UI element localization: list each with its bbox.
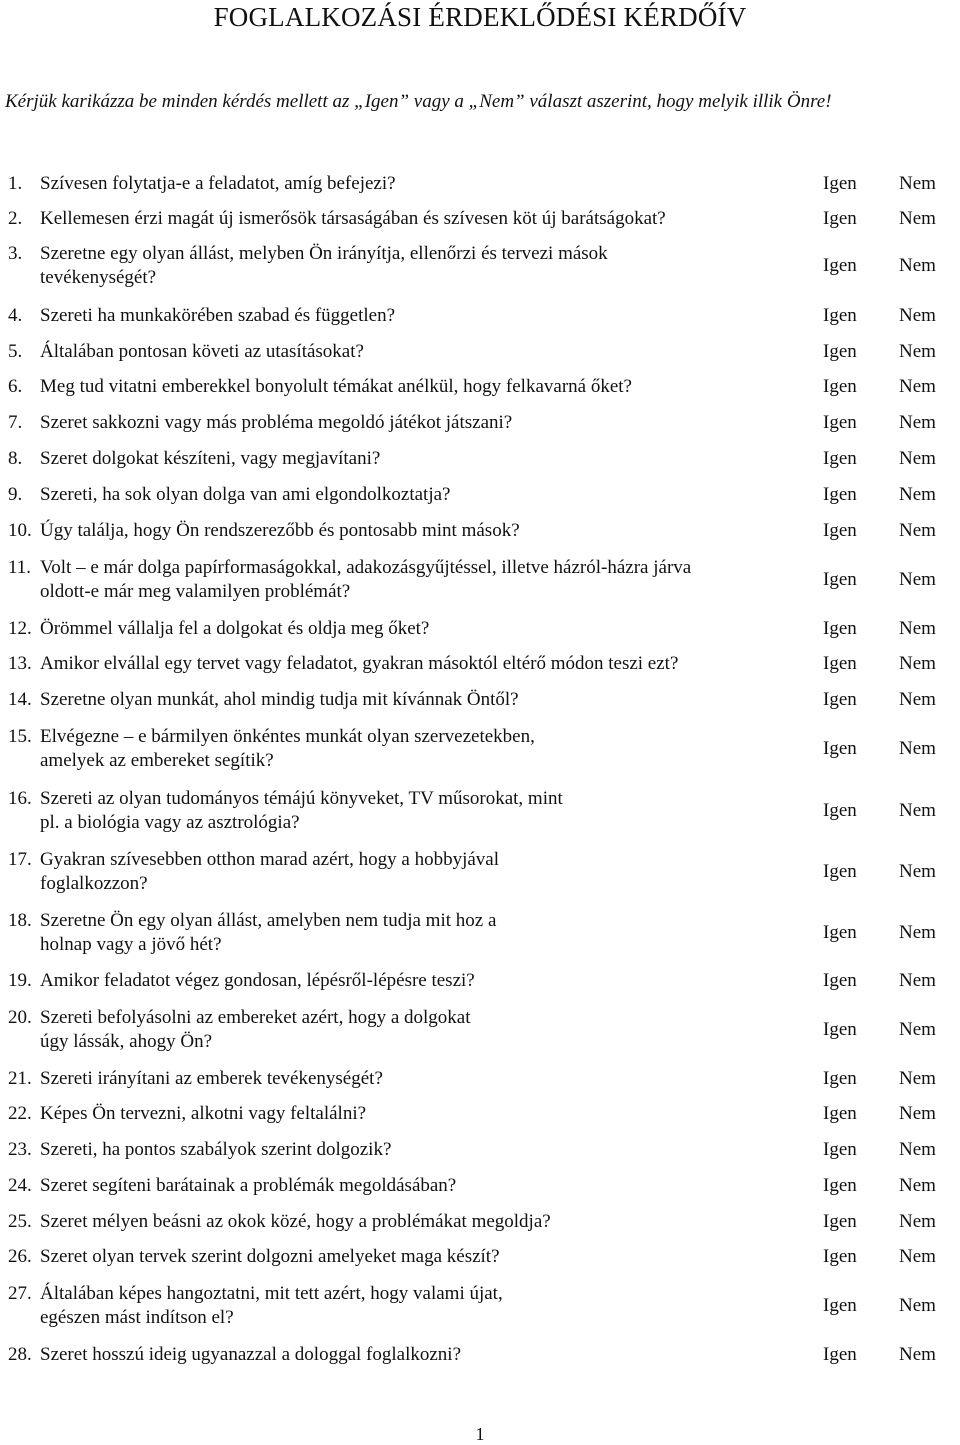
answer-yes[interactable]: Igen	[823, 1344, 857, 1365]
question-text: Szeret hosszú ideig ugyanazzal a dologgal foglalkozni?	[40, 1344, 462, 1365]
question-number: 8.	[8, 448, 23, 469]
answer-yes[interactable]: Igen	[823, 1175, 857, 1196]
answer-no[interactable]: Nem	[899, 376, 936, 397]
question-number: 9.	[8, 484, 23, 505]
question-number: 1.	[8, 173, 23, 194]
page-title: FOGLALKOZÁSI ÉRDEKLŐDÉSI KÉRDŐÍV	[213, 2, 747, 32]
answer-yes[interactable]: Igen	[823, 738, 857, 759]
question-number: 19.	[8, 970, 32, 991]
question-number: 25.	[8, 1211, 32, 1232]
answer-no[interactable]: Nem	[899, 1246, 936, 1267]
answer-yes[interactable]: Igen	[823, 1246, 857, 1267]
question-text: Szereti irányítani az emberek tevékenységét?	[40, 1068, 383, 1089]
answer-no[interactable]: Nem	[899, 1068, 936, 1089]
answer-yes[interactable]: Igen	[823, 569, 857, 590]
question-text: Kellemesen érzi magát új ismerősök társaságában és szívesen köt új barátságokat?	[40, 208, 666, 229]
question-text: Szívesen folytatja-e a feladatot, amíg befejezi?	[40, 173, 396, 194]
answer-no[interactable]: Nem	[899, 341, 936, 362]
question-number: 5.	[8, 341, 23, 362]
question-text: Szeret sakkozni vagy más probléma megoldó játékot játszani?	[40, 412, 513, 433]
question-number: 6.	[8, 376, 23, 397]
answer-yes[interactable]: Igen	[823, 618, 857, 639]
answer-no[interactable]: Nem	[899, 1019, 936, 1040]
question-number: 3.	[8, 243, 23, 264]
question-text: Meg tud vitatni emberekkel bonyolult témákat anélkül, hogy felkavarná őket?	[40, 376, 632, 397]
question-number: 28.	[8, 1344, 32, 1365]
question-number: 20.	[8, 1007, 32, 1028]
question-text: Volt – e már dolga papírformaságokkal, adakozásgyűjtéssel, illetve házról-házra járva oldott-e már meg valamilyen problémát?	[40, 557, 692, 602]
question-number: 17.	[8, 849, 32, 870]
answer-no[interactable]: Nem	[899, 569, 936, 590]
answer-yes[interactable]: Igen	[823, 305, 857, 326]
question-number: 15.	[8, 726, 32, 747]
answer-no[interactable]: Nem	[899, 255, 936, 276]
question-number: 23.	[8, 1139, 32, 1160]
question-text: Szeret segíteni barátainak a problémák megoldásában?	[40, 1175, 457, 1196]
question-number: 10.	[8, 520, 32, 541]
question-text: Általában pontosan követi az utasításokat?	[40, 341, 364, 362]
question-text: Általában képes hangoztatni, mit tett azért, hogy valami újat, egészen mást indítson el?	[40, 1283, 503, 1328]
answer-no[interactable]: Nem	[899, 305, 936, 326]
question-text: Szeretne Ön egy olyan állást, amelyben nem tudja mit hoz a holnap vagy a jövő hét?	[40, 910, 497, 955]
question-number: 7.	[8, 412, 23, 433]
answer-no[interactable]: Nem	[899, 800, 936, 821]
question-text: Szereti, ha pontos szabályok szerint dolgozik?	[40, 1139, 392, 1160]
answer-no[interactable]: Nem	[899, 861, 936, 882]
question-text: Örömmel vállalja fel a dolgokat és oldja meg őket?	[40, 618, 430, 639]
question-text: Gyakran szívesebben otthon marad azért, hogy a hobbyjával foglalkozzon?	[40, 849, 500, 894]
answer-yes[interactable]: Igen	[823, 208, 857, 229]
answer-yes[interactable]: Igen	[823, 484, 857, 505]
question-text: Szereti, ha sok olyan dolga van ami elgondolkoztatja?	[40, 484, 451, 505]
answer-yes[interactable]: Igen	[823, 376, 857, 397]
answer-yes[interactable]: Igen	[823, 1019, 857, 1040]
question-number: 26.	[8, 1246, 32, 1267]
question-text: Úgy találja, hogy Ön rendszerezőbb és pontosabb mint mások?	[40, 520, 520, 541]
answer-yes[interactable]: Igen	[823, 1103, 857, 1124]
answer-yes[interactable]: Igen	[823, 970, 857, 991]
answer-no[interactable]: Nem	[899, 618, 936, 639]
answer-no[interactable]: Nem	[899, 1103, 936, 1124]
answer-no[interactable]: Nem	[899, 1211, 936, 1232]
answer-no[interactable]: Nem	[899, 922, 936, 943]
answer-yes[interactable]: Igen	[823, 173, 857, 194]
answer-yes[interactable]: Igen	[823, 861, 857, 882]
answer-no[interactable]: Nem	[899, 448, 936, 469]
question-number: 11.	[8, 557, 32, 578]
answer-yes[interactable]: Igen	[823, 448, 857, 469]
question-text: Szeretne egy olyan állást, melyben Ön irányítja, ellenőrzi és tervezi mások tevékenységét?	[40, 243, 608, 288]
question-number: 22.	[8, 1103, 32, 1124]
answer-yes[interactable]: Igen	[823, 1068, 857, 1089]
question-text: Szeret olyan tervek szerint dolgozni amelyeket maga készít?	[40, 1246, 500, 1267]
question-number: 16.	[8, 788, 32, 809]
answer-no[interactable]: Nem	[899, 412, 936, 433]
answer-yes[interactable]: Igen	[823, 689, 857, 710]
question-number: 4.	[8, 305, 23, 326]
answer-no[interactable]: Nem	[899, 689, 936, 710]
question-text: Elvégezne – e bármilyen önkéntes munkát olyan szervezetekben, amelyek az embereket segítik?	[40, 726, 535, 771]
answer-no[interactable]: Nem	[899, 173, 936, 194]
question-text: Szeretne olyan munkát, ahol mindig tudja mit kívánnak Öntől?	[40, 689, 519, 710]
answer-yes[interactable]: Igen	[823, 800, 857, 821]
question-text: Képes Ön tervezni, alkotni vagy feltalálni?	[40, 1103, 367, 1124]
question-number: 18.	[8, 910, 32, 931]
question-text: Szereti ha munkakörében szabad és független?	[40, 305, 396, 326]
answer-yes[interactable]: Igen	[823, 520, 857, 541]
answer-yes[interactable]: Igen	[823, 1139, 857, 1160]
answer-yes[interactable]: Igen	[823, 1211, 857, 1232]
answer-no[interactable]: Nem	[899, 484, 936, 505]
question-number: 14.	[8, 689, 32, 710]
question-number: 13.	[8, 653, 32, 674]
instructions: Kérjük karikázza be minden kérdés mellett az „Igen” vagy a „Nem” választ aszerint, hogy melyik illik Önre!	[5, 91, 832, 112]
question-text: Szereti az olyan tudományos témájú könyveket, TV műsorokat, mint pl. a biológia vagy az asztrológia?	[40, 788, 563, 833]
answer-yes[interactable]: Igen	[823, 1295, 857, 1316]
answer-no[interactable]: Nem	[899, 738, 936, 759]
page-number: 1	[475, 1424, 485, 1444]
question-number: 21.	[8, 1068, 32, 1089]
answer-no[interactable]: Nem	[899, 1175, 936, 1196]
question-number: 12.	[8, 618, 32, 639]
question-number: 27.	[8, 1283, 32, 1304]
answer-no[interactable]: Nem	[899, 1344, 936, 1365]
answer-yes[interactable]: Igen	[823, 922, 857, 943]
question-text: Szeret dolgokat készíteni, vagy megjavítani?	[40, 448, 381, 469]
answer-no[interactable]: Nem	[899, 208, 936, 229]
question-text: Amikor elvállal egy tervet vagy feladatot, gyakran másoktól eltérő módon teszi ezt?	[40, 653, 679, 674]
question-number: 2.	[8, 208, 23, 229]
question-number: 24.	[8, 1175, 32, 1196]
answer-no[interactable]: Nem	[899, 970, 936, 991]
answer-yes[interactable]: Igen	[823, 255, 857, 276]
question-text: Szereti befolyásolni az embereket azért, hogy a dolgokat úgy lássák, ahogy Ön?	[40, 1007, 471, 1052]
answer-yes[interactable]: Igen	[823, 653, 857, 674]
answer-no[interactable]: Nem	[899, 520, 936, 541]
answer-yes[interactable]: Igen	[823, 341, 857, 362]
answer-no[interactable]: Nem	[899, 653, 936, 674]
question-text: Szeret mélyen beásni az okok közé, hogy a problémákat megoldja?	[40, 1211, 551, 1232]
question-text: Amikor feladatot végez gondosan, lépésről-lépésre teszi?	[40, 970, 475, 991]
answer-yes[interactable]: Igen	[823, 412, 857, 433]
answer-no[interactable]: Nem	[899, 1139, 936, 1160]
answer-no[interactable]: Nem	[899, 1295, 936, 1316]
